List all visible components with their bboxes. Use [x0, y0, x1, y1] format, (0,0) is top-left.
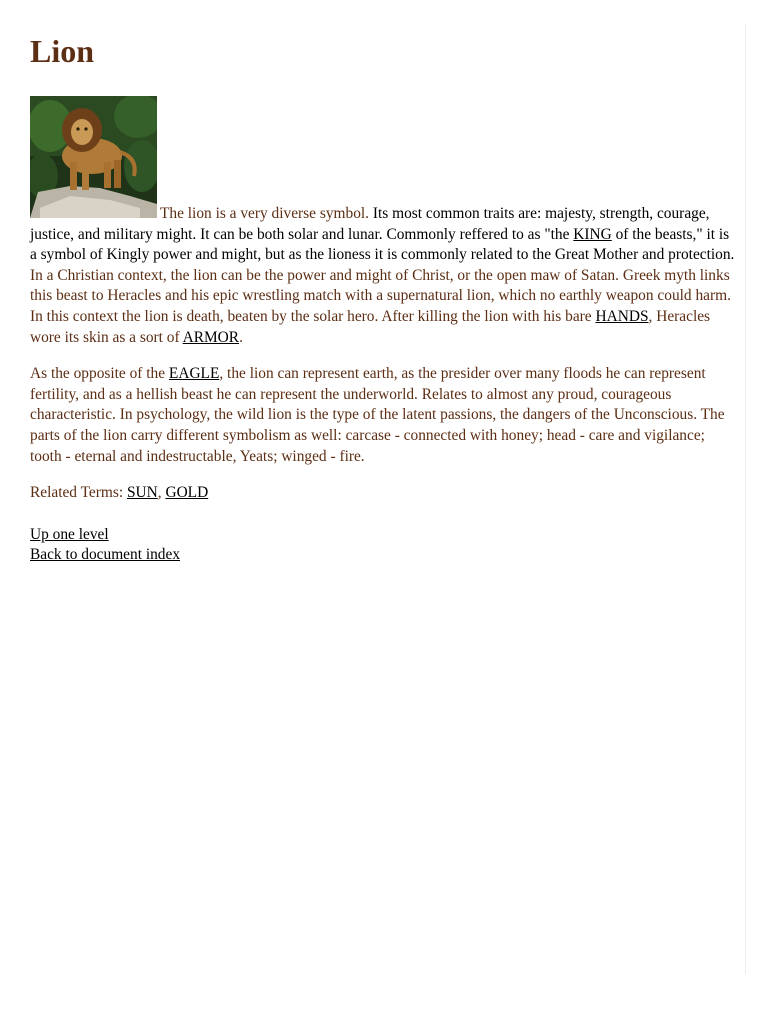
- page-edge-rule: [745, 24, 746, 974]
- document-body: [30, 30, 738, 566]
- link-armor[interactable]: ARMOR: [182, 328, 240, 346]
- link-eagle[interactable]: EAGLE: [168, 365, 220, 383]
- related-terms: [30, 483, 738, 504]
- text-run: , Heracles wore its skin as a sort of: [30, 307, 711, 346]
- text-run: As the opposite of the: [30, 365, 169, 383]
- text-run: The lion is a very diverse symbol.: [160, 205, 370, 222]
- text-run: .: [239, 328, 243, 346]
- link-hands[interactable]: HANDS: [595, 307, 649, 325]
- text-run: ,: [157, 484, 166, 502]
- paragraph-intro: [30, 96, 738, 348]
- link-king[interactable]: KING: [573, 225, 612, 243]
- page-title: Lion: [30, 33, 95, 69]
- paragraph-symbolism: [30, 364, 738, 467]
- text-run: Its most common traits are: majesty, strength, courage, justice, and military might. It can be both solar and lunar. Commonly reffered to as "the: [30, 205, 710, 243]
- footer-navigation: [30, 525, 738, 566]
- text-run: , the lion can represent earth, as the presider over many floods he can represent fertility, and as a hellish beast he can represent the underworld. Relates to almost any proud, courageous characteristic. In psychology, the wild lion is the type of the latent passions, the dangers of the Unconscious. The parts of the lion carry different symbolism as well: carcase - connected with honey; head - care and vigilance; tooth - eternal and indestructable, Yeats; winged - fire.: [30, 365, 725, 465]
- up-one-level-link[interactable]: Up one level: [30, 525, 109, 543]
- link-sun[interactable]: SUN: [126, 484, 158, 502]
- related-terms-label: Related Terms:: [30, 484, 127, 502]
- text-run: of the beasts," it is a symbol of Kingly power and might, but as the lioness it is commonly related to the Great Mother and protection.: [30, 225, 735, 264]
- lion-photo: [30, 96, 157, 218]
- text-run: In a Christian context, the lion can be the power and might of Christ, or the open maw of Satan. Greek myth links this beast to Heracles and his epic wrestling match with a supernatural lion, which no earthly weapon could harm. In this context the lion is death, beaten by the solar hero. After killing the lion with his bare: [30, 266, 731, 325]
- document-index-link[interactable]: Back to document index: [30, 546, 181, 564]
- link-gold[interactable]: GOLD: [165, 484, 209, 502]
